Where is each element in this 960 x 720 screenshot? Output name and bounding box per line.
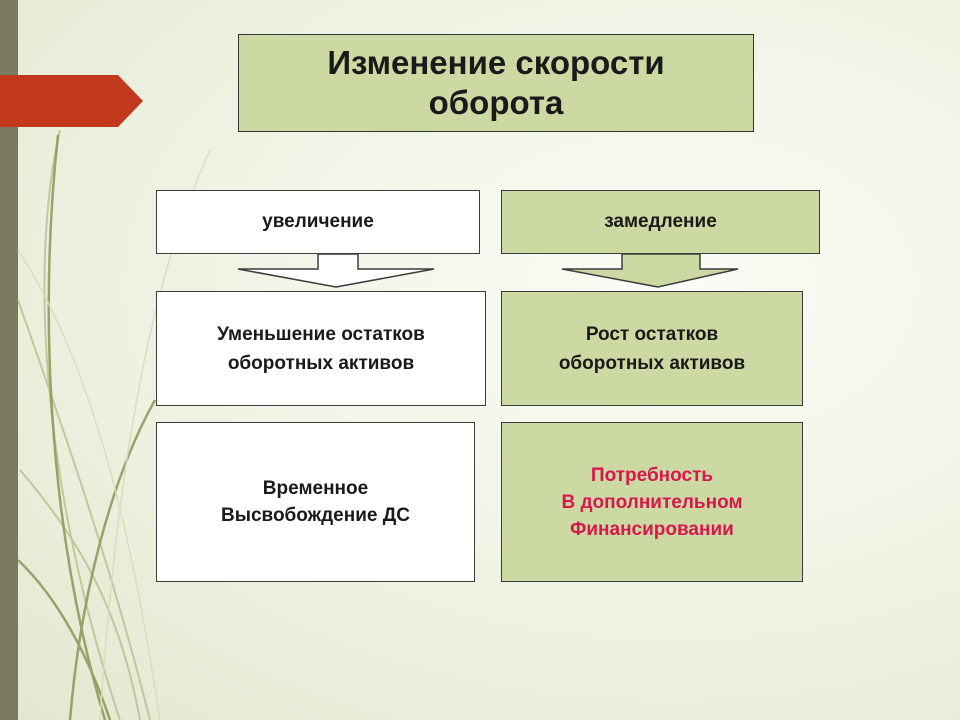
growth-balances-line-2: оборотных активов bbox=[558, 352, 746, 374]
title-line-1: Изменение скорости bbox=[327, 44, 665, 81]
temporary-release-box bbox=[156, 422, 475, 582]
growth-balances-line-1: Рост остатков bbox=[585, 323, 719, 345]
side-strip bbox=[0, 0, 18, 720]
right-down-arrow bbox=[560, 253, 740, 289]
additional-financing-line-1: Потребность bbox=[590, 464, 714, 486]
title-box bbox=[238, 34, 754, 132]
increase-label: увеличение bbox=[262, 211, 374, 232]
additional-financing-box bbox=[501, 422, 803, 582]
decrease-balances-line-2: оборотных активов bbox=[227, 352, 415, 374]
left-down-arrow bbox=[236, 253, 436, 289]
temporary-release-line-2: Высвобождение ДС bbox=[221, 505, 410, 526]
increase-header-box bbox=[156, 190, 480, 254]
additional-financing-line-2: В дополнительном bbox=[561, 491, 743, 513]
title-line-2: оборота bbox=[428, 84, 564, 121]
growth-balances-box bbox=[501, 291, 803, 406]
slowdown-label: замедление bbox=[604, 211, 717, 232]
decrease-balances-line-1: Уменьшение остатков bbox=[217, 323, 425, 345]
decrease-balances-box bbox=[156, 291, 486, 406]
slowdown-header-box bbox=[501, 190, 820, 254]
temporary-release-line-1: Временное bbox=[262, 478, 369, 499]
additional-financing-line-3: Финансировании bbox=[570, 518, 734, 540]
